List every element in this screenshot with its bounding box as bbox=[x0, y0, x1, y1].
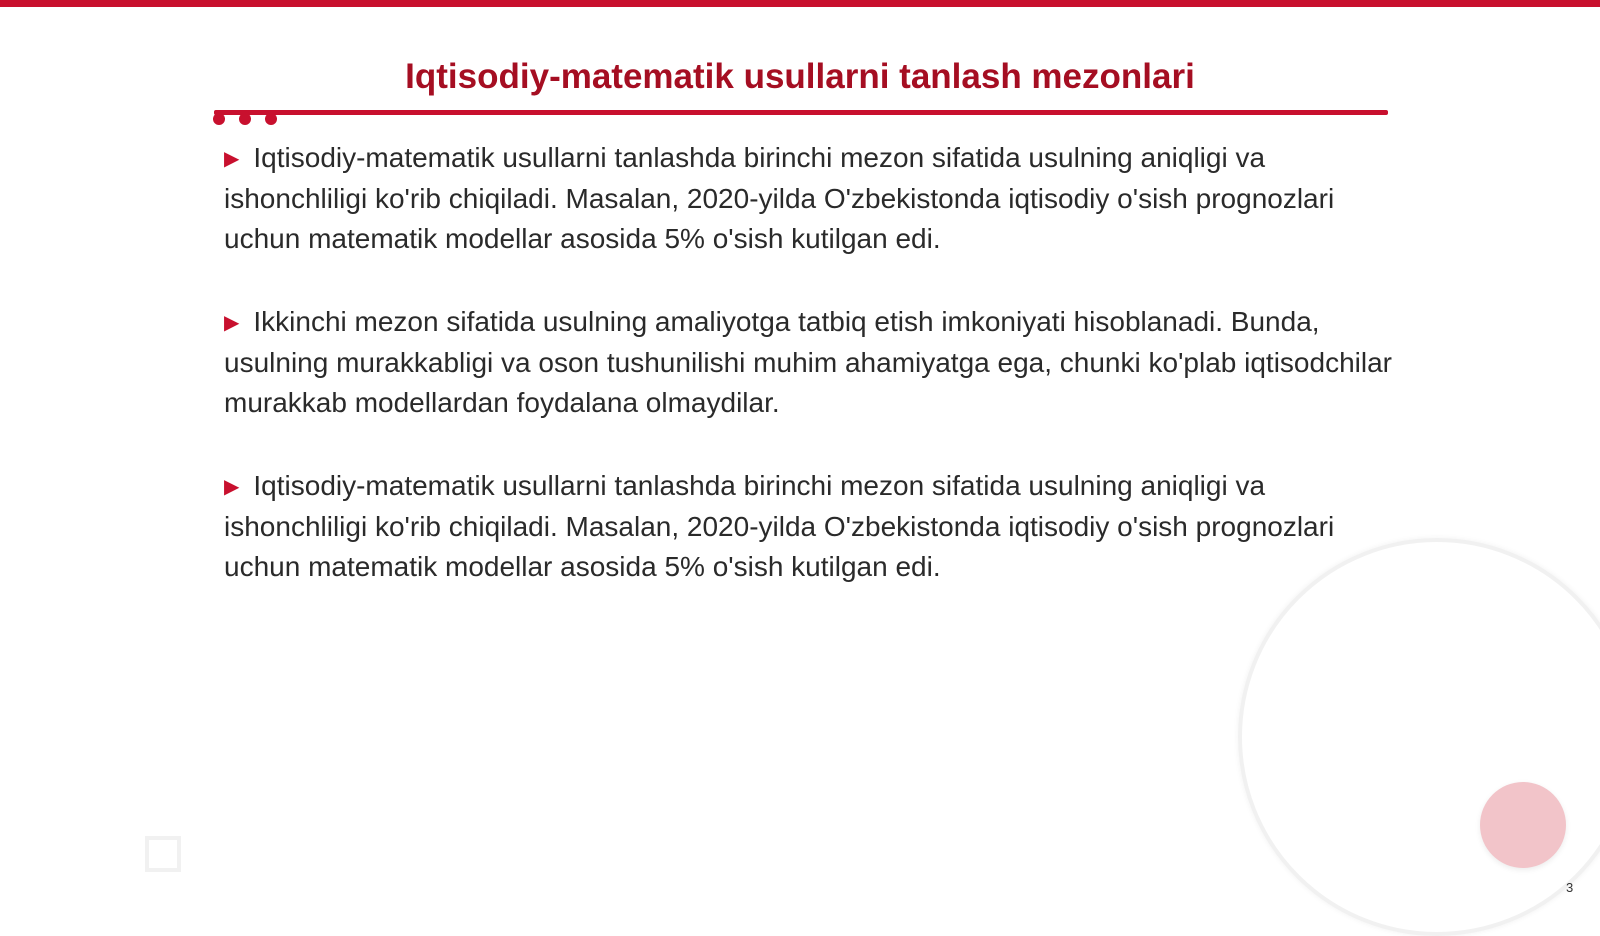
page-number: 3 bbox=[1566, 880, 1574, 895]
title-underline bbox=[214, 110, 1388, 115]
decor-dot bbox=[265, 113, 277, 125]
triangle-right-icon: ▶ bbox=[224, 312, 240, 334]
triangle-right-icon: ▶ bbox=[224, 476, 240, 498]
decor-dot bbox=[213, 113, 225, 125]
top-accent-bar bbox=[0, 0, 1600, 7]
triangle-right-icon: ▶ bbox=[224, 148, 240, 170]
bullet-text: Iqtisodiy-matematik usullarni tanlashda birinchi mezon sifatida usulning aniqligi va ishonchliligi ko'rib chiqiladi. Masalan, 2020-yilda O'zbekistonda iqtisodiy o'sish prognozlari uchun matematik modellar asosida 5% o'sish kutilgan edi. bbox=[224, 142, 1335, 254]
bullet-text: Ikkinchi mezon sifatida usulning amaliyotga tatbiq etish imkoniyati hisoblanadi. Bunda, usulning murakkabligi va oson tushunilishi muhim ahamiyatga ega, chunki ko'plab iqtisodchilar murakkab modellardan foydalana olmaydilar. bbox=[224, 306, 1392, 418]
bullet-item bbox=[224, 466, 1394, 587]
slide-title: Iqtisodiy-matematik usullarni tanlash mezonlari bbox=[405, 57, 1195, 96]
bullet-item bbox=[224, 302, 1394, 423]
decor-circle bbox=[1480, 782, 1566, 868]
decor-dot bbox=[239, 113, 251, 125]
bullet-text: Iqtisodiy-matematik usullarni tanlashda birinchi mezon sifatida usulning aniqligi va ishonchliligi ko'rib chiqiladi. Masalan, 2020-yilda O'zbekistonda iqtisodiy o'sish prognozlari uchun matematik modellar asosida 5% o'sish kutilgan edi. bbox=[224, 470, 1335, 582]
bullet-list bbox=[224, 138, 1394, 630]
bullet-item bbox=[224, 138, 1394, 259]
decor-square bbox=[145, 836, 181, 872]
